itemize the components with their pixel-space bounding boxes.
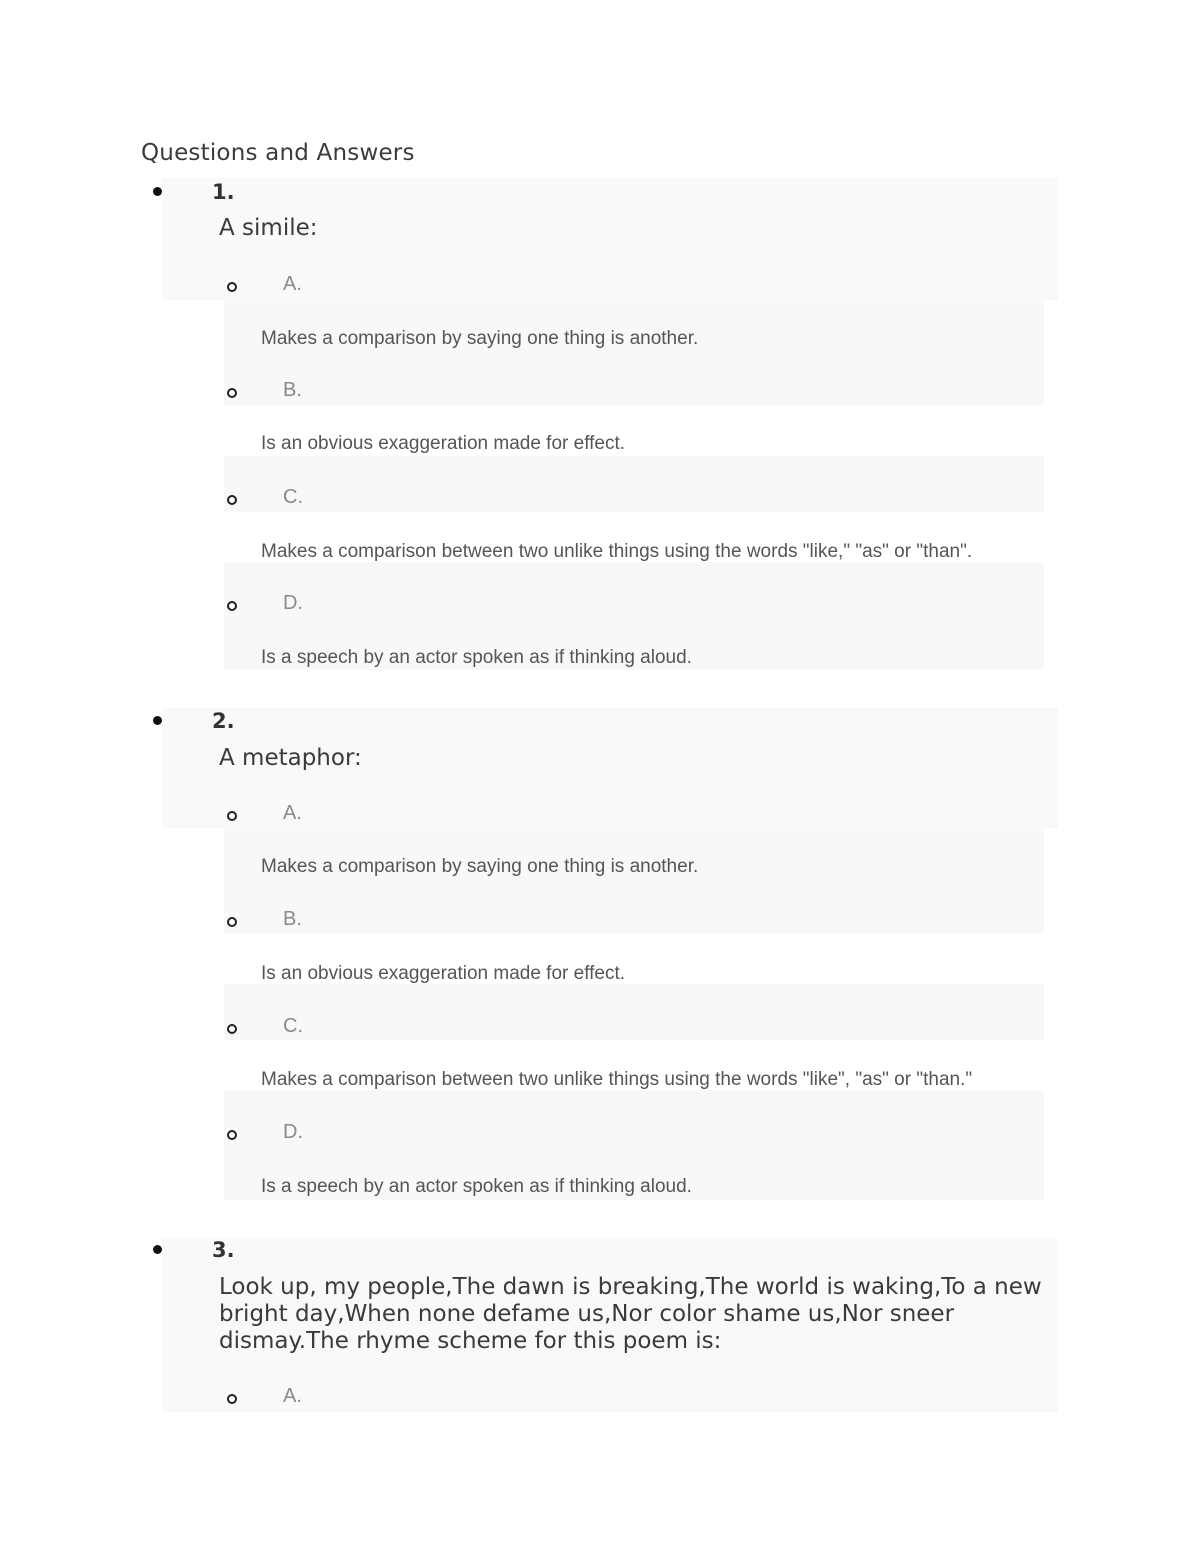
question-text: A metaphor: (219, 745, 362, 771)
radio-circle-icon[interactable] (227, 917, 237, 927)
option-letter: B. (283, 908, 302, 930)
option-letter: D. (283, 592, 303, 614)
option-letter: B. (283, 379, 302, 401)
option-letter: A. (283, 273, 302, 295)
radio-circle-icon[interactable] (227, 388, 237, 398)
page-title: Questions and Answers (141, 140, 415, 166)
question-number: 3. (212, 1238, 235, 1262)
radio-circle-icon[interactable] (227, 495, 237, 505)
option-text[interactable]: Makes a comparison by saying one thing is another. (261, 328, 699, 349)
option-background (224, 350, 1044, 406)
option-letter: A. (283, 1385, 302, 1407)
bullet-icon (153, 1245, 162, 1254)
radio-circle-icon[interactable] (227, 601, 237, 611)
option-text[interactable]: Is an obvious exaggeration made for effect. (261, 963, 626, 984)
option-letter: C. (283, 1015, 303, 1037)
radio-circle-icon[interactable] (227, 1024, 237, 1034)
option-background (224, 456, 1044, 512)
bullet-icon (153, 716, 162, 725)
option-letter: A. (283, 802, 302, 824)
option-background (224, 878, 1044, 934)
radio-circle-icon[interactable] (227, 1130, 237, 1140)
option-text[interactable]: Is a speech by an actor spoken as if thinking aloud. (261, 1176, 692, 1197)
question-text: A simile: (219, 215, 318, 241)
option-text[interactable]: Makes a comparison between two unlike things using the words "like," "as" or "than". (261, 541, 973, 562)
option-text[interactable]: Is an obvious exaggeration made for effect. (261, 433, 626, 454)
bullet-icon (153, 187, 162, 196)
option-letter: C. (283, 486, 303, 508)
option-text[interactable]: Is a speech by an actor spoken as if thinking aloud. (261, 647, 692, 668)
question-number: 1. (212, 180, 235, 204)
question-number: 2. (212, 709, 235, 733)
radio-circle-icon[interactable] (227, 1394, 237, 1404)
radio-circle-icon[interactable] (227, 811, 237, 821)
option-text[interactable]: Makes a comparison by saying one thing is another. (261, 856, 699, 877)
question-text: Look up, my people,The dawn is breaking,The world is waking,To a new bright day,When none defame us,Nor color shame us,Nor sneer dismay.The rhyme scheme for this poem is: (219, 1274, 1042, 1354)
option-text[interactable]: Makes a comparison between two unlike things using the words "like", "as" or "than." (261, 1069, 973, 1090)
radio-circle-icon[interactable] (227, 282, 237, 292)
option-background (224, 984, 1044, 1040)
option-letter: D. (283, 1121, 303, 1143)
